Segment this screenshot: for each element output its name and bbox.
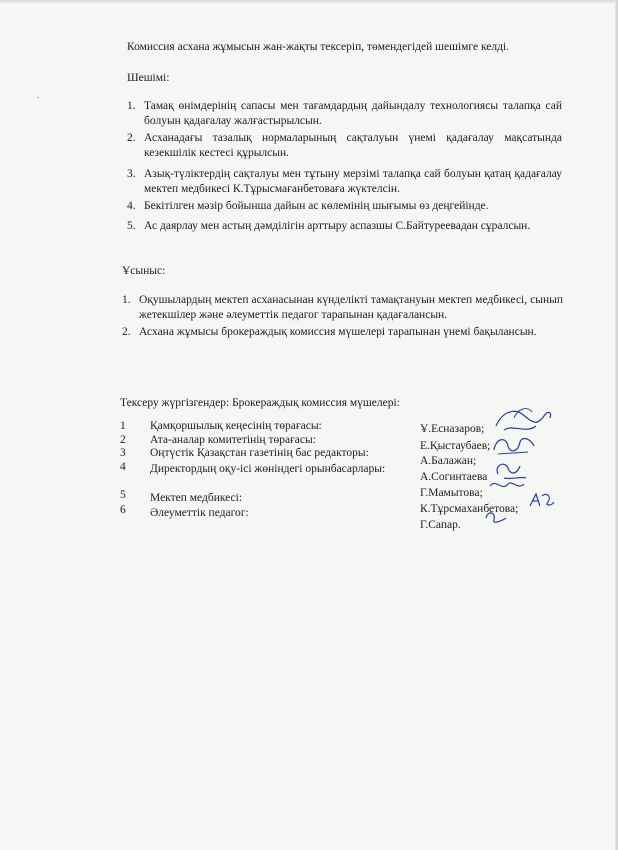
proposal-heading: Ұсыныс: xyxy=(122,265,166,277)
inspector-row-3-num: 3 xyxy=(120,447,126,459)
decision-item-2-num: 2. xyxy=(127,132,136,144)
signature-4 xyxy=(486,476,528,496)
scan-top-edge xyxy=(0,0,618,4)
intro-text: Комиссия асхана жұмысын жан-жақты тексеріп, төмендегідей шешімге келді. xyxy=(127,41,510,53)
decision-item-2: Асханадағы тазалық нормаларының сақталуын үнемі қадағалау мақсатында кезекшілік кестесі құрылсын. xyxy=(144,132,562,159)
inspector-row-2-role: Ата-аналар комитетінің төрағасы: xyxy=(150,434,316,446)
proposal-item-2: Асхана жұмысы брокераждық комиссия мүшелері тарапынан үнемі бақылансын. xyxy=(139,326,537,338)
inspectors-heading: Тексеру жүргізгендер: Брокераждық комиссия мүшелері: xyxy=(120,397,400,409)
inspector-row-1-name: Ұ.Есназаров; xyxy=(420,423,485,435)
inspector-row-3-name: А.Балажан; xyxy=(420,455,477,467)
decision-item-5: Ас даярлау мен астың дәмділігін арттыру аспазшы С.Байтуреевадан сұралсын. xyxy=(144,220,531,232)
margin-mark: · xyxy=(36,92,40,104)
inspector-row-3-role: Оңтүстік Қазақстан газетінің бас редакторы: xyxy=(150,447,369,459)
inspector-row-4-name: А.Согинтаева xyxy=(420,471,488,483)
inspector-row-5-num: 5 xyxy=(120,489,126,501)
inspector-row-1-role: Қамқоршылық кеңесінің төрағасы: xyxy=(150,420,322,432)
proposal-item-1-num: 1. xyxy=(122,294,131,306)
signature-2 xyxy=(488,432,538,458)
decision-item-1-num: 1. xyxy=(127,100,136,112)
signature-6 xyxy=(482,508,510,526)
decision-item-3-num: 3. xyxy=(127,168,136,180)
inspector-row-1-num: 1 xyxy=(120,420,126,432)
proposal-item-1: Оқушылардың мектеп асханасынан күнделікті тамақтануын мектеп медбикесі, сынып жетекшілер және әлеуметтік педагог тарапынан қадағалансын. xyxy=(139,294,563,321)
decision-item-4: Бекітілген мәзір бойынша дайын ас көлемінің шығымы өз деңгейінде. xyxy=(144,200,489,212)
inspector-row-6-num: 6 xyxy=(120,504,126,516)
inspector-row-5-role: Мектеп медбикесі: xyxy=(150,492,243,504)
inspector-row-4b-name: Г.Мамытова; xyxy=(420,487,483,499)
inspector-row-2-num: 2 xyxy=(120,434,126,446)
inspector-row-2-name: Е.Қыстаубаев; xyxy=(420,440,491,452)
decision-item-4-num: 4. xyxy=(127,200,136,212)
decision-item-5-num: 5. xyxy=(127,220,136,232)
inspector-row-4-num: 4 xyxy=(120,461,126,473)
signature-5 xyxy=(526,490,556,510)
decision-item-1: Тамақ өнімдерінің сапасы мен тағамдардың дайындалу технологиясы талапқа сай болуын қадағалау жалғастырылсын. xyxy=(144,100,562,127)
inspector-row-6-role: Әлеуметтік педагог: xyxy=(150,507,249,519)
decision-heading: Шешімі: xyxy=(127,72,170,84)
proposal-item-2-num: 2. xyxy=(122,326,131,338)
inspector-row-5-name: К.Тұрсмаханбетова; xyxy=(420,503,519,515)
inspector-row-6-name: Г.Сапар. xyxy=(420,519,461,531)
inspector-row-4-role: Директордың оқу-ісі жөніндегі орынбасарлары: xyxy=(150,463,386,475)
decision-item-3: Азық-түліктердің сақталуы мен тұтыну мерзімі талапқа сай болуын қатаң қадағалау мектеп медбикесі К.Тұрысмағанбетоваға жүктелсін. xyxy=(144,168,562,195)
